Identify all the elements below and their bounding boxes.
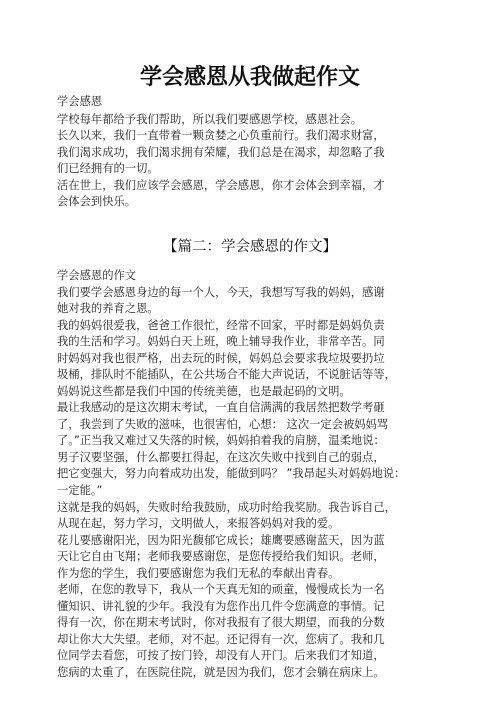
paragraph-line: 老师，在您的教导下，我从一个天真无知的顽童，慢慢成长为一名 — [57, 583, 385, 596]
paragraph-line: 最让我感动的是这次期末考试，一直自信满满的我居然把数学考砸 — [57, 401, 385, 414]
paragraph-line: 们已经拥有的一切。 — [57, 162, 159, 175]
paragraph-line: 我们要学会感恩身边的每一个人，今天，我想写写我的妈妈，感谢 — [57, 286, 385, 299]
paragraph-line: 得有一次，你在期末考试时，你对我报有了很大期望，而我的分数 — [57, 616, 385, 629]
paragraph-line: 从现在起，努力学习，文明做人，来报答妈妈对我的爱。 — [57, 517, 340, 530]
paragraph-line: 这就是我的妈妈，失败时给我鼓励，成功时给我奖励。我告诉自己， — [57, 501, 396, 514]
paragraph-line: 学校每年都给予我们帮助，所以我们要感恩学校，感恩社会。 — [57, 113, 363, 126]
paragraph-line: 妈妈说这些都是我们中国的传统美德，也是最起码的文明。 — [57, 385, 351, 398]
paragraph-line: 却让你大大失望。老师，对不起。还记得有一次，您病了。我和几 — [57, 633, 385, 646]
paragraph-line: 一定能。” — [57, 484, 103, 497]
paragraph-line: 作为您的学生，我们要感谢您为我们无私的奉献出青春。 — [57, 567, 340, 580]
paragraph-line: 位同学去看您，可按了按门铃，却没有人开门。后来我们才知道， — [57, 649, 385, 662]
paragraph-line: 她对我的养育之恩。 — [57, 302, 159, 315]
paragraph-line: 圾桶，排队时不能插队，在公共场合不能大声说话，不说脏话等等， — [57, 368, 396, 381]
paragraph-line: 长久以来，我们一直带着一颗贪婪之心负重前行。我们渴求财富， — [57, 129, 385, 142]
paragraph-line: 您病的太重了，在医院住院，就是因为我们，您才会躺在病床上。 — [57, 666, 385, 679]
paragraph-line: 学会感恩的作文 — [57, 269, 137, 282]
page-title: 学会感恩从我做起作文 — [139, 65, 360, 90]
paragraph-line: 了。”正当我又难过又失落的时候，妈妈拍着我的肩膀，温柔地说： — [57, 434, 385, 447]
paragraph-line: 懂知识、讲礼貌的少年。我没有为您作出几件令您满意的事情。记 — [57, 600, 385, 613]
paragraph-line: 学会感恩 — [57, 95, 103, 108]
paragraph-line: 我们渴求成功，我们渴求拥有荣耀，我们总是在渴求，却忽略了我 — [57, 146, 385, 159]
section-heading: 【篇二：学会感恩的作文】 — [163, 239, 337, 255]
paragraph-line: 我的妈妈很爱我，爸爸工作很忙，经常不回家，平时都是妈妈负责 — [57, 319, 385, 332]
paragraph-line: 男子汉要坚强，什么都要扛得起，在这次失败中找到自己的弱点， — [57, 451, 385, 464]
paragraph-line: 天让它自由飞翔；老师我要感谢您，是您传授给我们知识。老师， — [57, 550, 385, 563]
paragraph-line: 我的生活和学习。妈妈白天上班，晚上辅导我作业，非常辛苦。同 — [57, 335, 385, 348]
paragraph-line: 了，我尝到了失败的滋味，也很害怕，心想： 这次一定会被妈妈骂 — [57, 418, 389, 431]
paragraph-line: 活在世上，我们应该学会感恩，学会感恩，你才会体会到幸福，才 — [57, 179, 385, 192]
paragraph-line: 把它变强大，努力向着成功出发，能做到吗？ ”我昂起头对妈妈地说： — [57, 467, 406, 480]
paragraph-line: 花儿要感谢阳光，因为阳光馥郁它成长；雄鹰要感谢蓝天，因为蓝 — [57, 534, 385, 547]
paragraph-line: 时妈妈对我也很严格，出去玩的时候，妈妈总会要求我垃圾要扔垃 — [57, 352, 385, 365]
paragraph-line: 会体会到快乐。 — [57, 195, 137, 208]
